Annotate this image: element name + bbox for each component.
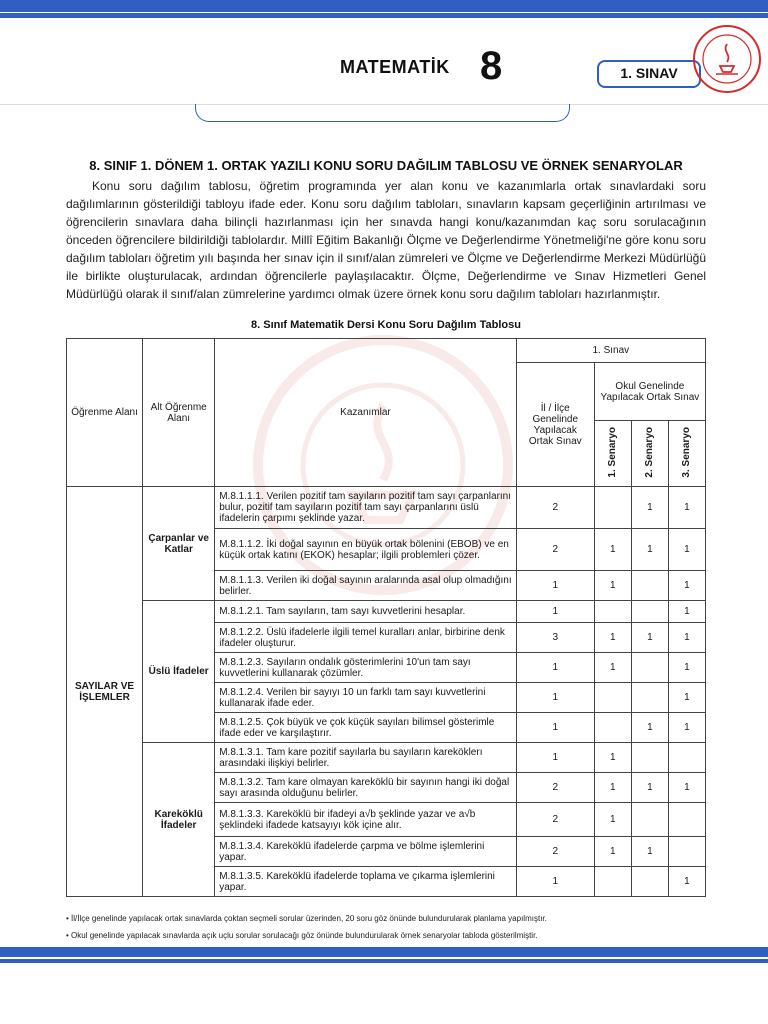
ministry-logo-icon [690,22,764,96]
grade-number: 8 [480,44,503,88]
scenario-1-cell: 1 [594,653,631,683]
header-outcomes: Kazanımlar [215,339,516,487]
outcome-cell: M.8.1.1.2. İki doğal sayının en büyük ortak bölenini (EBOB) ve en küçük ortak katını (EKOK) hesaplar; ilgili problemleri çözer. [215,529,516,571]
scenario-2-cell: 1 [631,773,668,803]
scenario-3-cell [668,803,705,837]
outcome-cell: M.8.1.3.3. Kareköklü bir ifadeyi a√b şeklinde yazar ve a√b şeklindeki ifadede katsayıyı kök içine alır. [215,803,516,837]
header-tray [195,104,570,122]
header-school-exam: Okul Genelinde Yapılacak Ortak Sınav [594,363,705,421]
scenario-2-cell: 1 [631,713,668,743]
table-row [67,601,706,623]
outcome-cell: M.8.1.2.4. Verilen bir sayıyı 10 un farklı tam sayı kuvvetlerini kullanarak ifade eder. [215,683,516,713]
scenario-3-cell: 1 [668,713,705,743]
outcome-cell: M.8.1.1.3. Verilen iki doğal sayının aralarında asal olup olmadığını belirler. [215,571,516,601]
province-count-cell: 1 [516,743,594,773]
top-stripe-thin [0,13,768,18]
province-count-cell: 2 [516,837,594,867]
footnotes [66,910,716,944]
province-count-cell: 2 [516,773,594,803]
scenario-1-cell: 1 [594,623,631,653]
scenario-1-cell: 1 [594,743,631,773]
header-scenario-3: 3. Senaryo [668,421,705,487]
scenario-2-cell [631,653,668,683]
scenario-3-cell: 1 [668,487,705,529]
outcome-cell: M.8.1.2.5. Çok büyük ve çok küçük sayıları bilimsel gösterimle ifade eder ve karşılaştırır. [215,713,516,743]
scenario-2-cell [631,571,668,601]
province-count-cell: 3 [516,623,594,653]
scenario-3-cell [668,837,705,867]
document-heading: 8. SINIF 1. DÖNEM 1. ORTAK YAZILI KONU SORU DAĞILIM TABLOSU VE ÖRNEK SENARYOLAR [89,158,683,173]
footnote-item: • İl/İlçe genelinde yapılacak ortak sınavlarda çoktan seçmeli sorular üzerinden, 20 soru göz önünde bulundurularak planlama yapılmıştır. [66,910,716,927]
province-count-cell: 1 [516,653,594,683]
scenario-1-cell: 1 [594,803,631,837]
province-count-cell: 2 [516,529,594,571]
header-scenario-2: 2. Senaryo [631,421,668,487]
scenario-2-cell: 1 [631,529,668,571]
scenario-3-cell: 1 [668,529,705,571]
scenario-1-cell [594,713,631,743]
scenario-3-cell: 1 [668,867,705,897]
header-province-exam: İl / İlçe Genelinde Yapılacak Ortak Sınav [516,363,594,487]
scenario-2-cell: 1 [631,623,668,653]
province-count-cell: 1 [516,601,594,623]
scenario-3-cell: 1 [668,773,705,803]
scenario-1-cell [594,867,631,897]
scenario-1-cell: 1 [594,773,631,803]
scenario-1-cell [594,601,631,623]
sub-area-cell: Çarpanlar ve Katlar [143,487,215,601]
scenario-2-cell [631,683,668,713]
scenario-2-cell [631,803,668,837]
footnote-item: • Okul genelinde yapılacak sınavlarda açık uçlu sorular sorulacağı göz önünde bulundurularak örnek senaryolar tabloda gösterilmiştir. [66,927,716,944]
learning-area-cell: SAYILAR VE İŞLEMLER [67,487,143,897]
outcome-cell: M.8.1.3.4. Kareköklü ifadelerde çarpma ve bölme işlemlerini yapar. [215,837,516,867]
province-count-cell: 1 [516,571,594,601]
sub-area-cell: Kareköklü İfadeler [143,743,215,897]
scenario-3-cell: 1 [668,571,705,601]
distribution-table [66,338,706,897]
scenario-3-cell: 1 [668,683,705,713]
scenario-3-cell [668,743,705,773]
province-count-cell: 1 [516,713,594,743]
province-count-cell: 2 [516,487,594,529]
scenario-1-cell: 1 [594,529,631,571]
subject-title: MATEMATİK [340,57,450,77]
outcome-cell: M.8.1.1.1. Verilen pozitif tam sayıların pozitif tam sayı çarpanlarını bulur, pozitif tam sayıların pozitif tam sayı çarpanlarını üslü ifadelerin çarpımı şeklinde yazar. [215,487,516,529]
header-scenario-1: 1. Senaryo [594,421,631,487]
scenario-1-cell: 1 [594,837,631,867]
outcome-cell: M.8.1.2.2. Üslü ifadelerle ilgili temel kuralları anlar, birbirine denk ifadeler oluşturur. [215,623,516,653]
province-count-cell: 1 [516,867,594,897]
header-sub-area: Alt Öğrenme Alanı [143,339,215,487]
scenario-2-cell [631,601,668,623]
intro-paragraph: Konu soru dağılım tablosu, öğretim programında yer alan konu ve kazanımlarla ortak sınavlardaki soru dağılımlarının gösterildiği tabloyu ifade eder. Konu soru dağılım tabloları, sınavların kapsam geçerliğinin artırılması ve öğrencilerin sınavlara daha bilinçli hazırlanması için her sınavda hangi konu/kazanımdan kaç soru sorulacağının önceden öğrencilere bildirildiği tablolardır. Millî Eğitim Bakanlığı Ölçme ve Değerlendirme Yönetmeliği'ne göre konu soru dağılım tabloları öğretim yılı başında her sınav için il sınıf/alan zümreleri ve Ölçme ve Değerlendirme Merkezi Müdürlüğü ile birlikte oluşturulacak, ardından öğrencilerle paylaşılacaktır. Ölçme, Değerlendirme ve Sınav Hizmetleri Genel Müdürlüğü olarak il sınıf/alan zümrelerine yardımcı olmak üzere örnek konu soru dağılım tabloları hazırlanmıştır. [66,179,706,301]
table-row [67,487,706,529]
scenario-2-cell: 1 [631,487,668,529]
scenario-2-cell [631,743,668,773]
outcome-cell: M.8.1.2.3. Sayıların ondalık gösterimlerini 10'un tam sayı kuvvetlerini kullanarak çözümler. [215,653,516,683]
scenario-3-cell: 1 [668,653,705,683]
outcome-cell: M.8.1.2.1. Tam sayıların, tam sayı kuvvetlerini hesaplar. [215,601,516,623]
bottom-stripe-thick [0,947,768,957]
scenario-2-cell: 1 [631,837,668,867]
table-title: 8. Sınıf Matematik Dersi Konu Soru Dağılım Tablosu [251,319,521,331]
top-stripes [0,0,768,22]
scenario-2-cell [631,867,668,897]
province-count-cell: 1 [516,683,594,713]
header-learning-area: Öğrenme Alanı [67,339,143,487]
province-count-cell: 2 [516,803,594,837]
outcome-cell: M.8.1.3.2. Tam kare olmayan kareköklü bir sayının hangi iki doğal sayı arasında olduğunu belirler. [215,773,516,803]
exam-tab-label: 1. SINAV [620,65,678,81]
outcome-cell: M.8.1.3.5. Kareköklü ifadelerde toplama ve çıkarma işlemlerini yapar. [215,867,516,897]
sub-area-cell: Üslü İfadeler [143,601,215,743]
scenario-1-cell: 1 [594,571,631,601]
scenario-3-cell: 1 [668,601,705,623]
table-row [67,743,706,773]
scenario-1-cell [594,487,631,529]
bottom-stripe-thin [0,959,768,963]
header-exam: 1. Sınav [516,339,705,363]
scenario-3-cell: 1 [668,623,705,653]
scenario-1-cell [594,683,631,713]
outcome-cell: M.8.1.3.1. Tam kare pozitif sayılarla bu sayıların kareköklerı arasındaki ilişkiyi belirler. [215,743,516,773]
top-stripe-thick [0,0,768,12]
